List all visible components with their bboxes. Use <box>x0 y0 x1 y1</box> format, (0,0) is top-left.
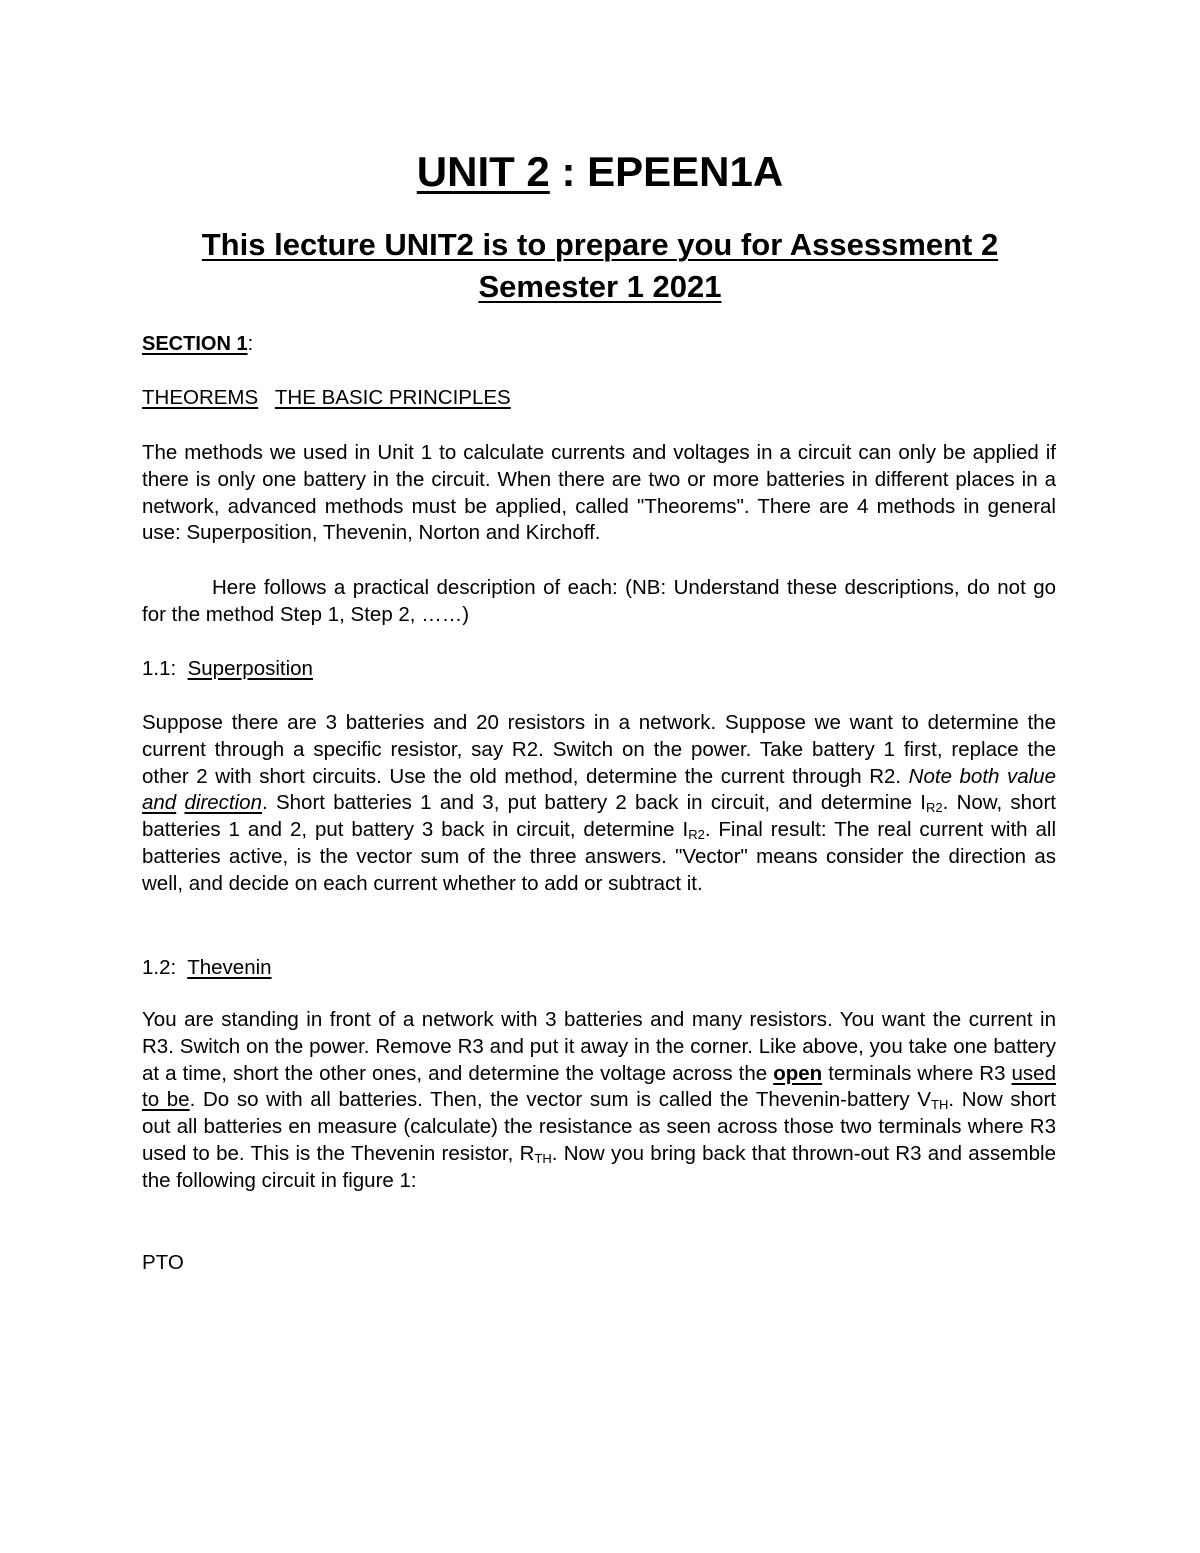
thevenin-text-4: . Now short out all batteries en measure (calculate) the resistance as seen across those two terminals where R3 used to be. This is the Thevenin resistor, R <box>142 1088 1056 1165</box>
title-separator: : <box>549 148 588 195</box>
theorems-heading <box>142 385 1056 412</box>
intro-note-paragraph <box>142 575 1056 629</box>
intro-paragraph <box>142 440 1056 547</box>
thevenin-paragraph <box>142 1007 1056 1195</box>
thevenin-heading <box>142 955 1056 982</box>
superposition-paragraph <box>142 710 1056 898</box>
superposition-text-4: . Final result: The real current with all batteries active, is the vector sum of the three answers. "Vector" means consider the direction as well, and decide on each current whether to add or subtract it. <box>142 818 1056 895</box>
superposition-emphasis-space <box>176 791 184 814</box>
page-title <box>0 146 1200 198</box>
thevenin-subscript-rth: TH <box>534 1150 552 1166</box>
title-unit: UNIT 2 <box>416 148 550 195</box>
theorems-heading-gap <box>258 386 275 409</box>
thevenin-open-emphasis: open <box>773 1061 823 1085</box>
subtitle-line-2: Semester 1 2021 <box>478 269 722 304</box>
theorems-heading-part-2: THE BASIC PRINCIPLES <box>274 386 511 409</box>
intro-note-text: Here follows a practical description of each: (NB: Understand these descriptions, do not go for the method Step 1, Step 2, ……) <box>142 576 1056 626</box>
superposition-text-2: . Short batteries 1 and 3, put battery 2 back in circuit, and determine I <box>262 791 926 815</box>
superposition-subscript-1: R2 <box>925 800 943 816</box>
intro-text: The methods we used in Unit 1 to calculate currents and voltages in a circuit can only be applied if there is only one battery in the circuit. When there are two or more batteries in different places in a network, advanced methods must be applied, called "Theorems". There are 4 methods in general use: Superposition, Thevenin, Norton and Kirchoff. <box>142 441 1056 545</box>
thevenin-number: 1.2: <box>142 956 188 979</box>
thevenin-used-to-be: used to be <box>142 1061 1056 1112</box>
pto-note <box>142 1250 1056 1277</box>
superposition-emphasis-direction: direction <box>184 791 262 815</box>
superposition-heading <box>142 656 1056 683</box>
superposition-text-1: Suppose there are 3 batteries and 20 resistors in a network. Suppose we want to determine the current through a specific resistor, say R2. Switch on the power. Take battery 1 first, replace the other 2 with short circuits. Use the old method, determine the current through R2. <box>142 711 1056 788</box>
superposition-subscript-2: R2 <box>688 827 705 843</box>
thevenin-text-1: You are standing in front of a network with 3 batteries and many resistors. You want the current in R3. Switch on the power. Remove R3 and put it away in the corner. Like above, you take one battery at a time, short the other ones, and determine the voltage across the <box>142 1008 1056 1085</box>
superposition-emphasis-1: Note both value <box>908 764 1056 788</box>
superposition-number: 1.1: <box>142 657 188 680</box>
subtitle-line-1: This lecture UNIT2 is to prepare you for Assessment 2 <box>201 227 999 262</box>
thevenin-text-2: terminals where R3 <box>822 1061 1012 1085</box>
section-1-heading <box>142 331 1056 358</box>
section-1-colon: : <box>247 333 254 355</box>
superposition-text-3: . Now, short batteries 1 and 2, put battery 3 back in circuit, determine I <box>142 791 1056 842</box>
thevenin-subscript-vth: TH <box>931 1097 949 1113</box>
thevenin-text-3: . Do so with all batteries. Then, the vector sum is called the Thevenin-battery V <box>189 1088 931 1112</box>
thevenin-text-5: . Now you bring back that thrown-out R3 and assemble the following circuit in figure 1: <box>142 1141 1056 1192</box>
thevenin-title: Thevenin <box>187 956 272 979</box>
title-code: EPEEN1A <box>587 148 784 195</box>
pto-text: PTO <box>142 1251 184 1274</box>
theorems-heading-part-1: THEOREMS <box>142 386 259 409</box>
section-1-label: SECTION 1 <box>142 333 248 355</box>
superposition-title: Superposition <box>187 657 313 680</box>
superposition-emphasis-and: and <box>142 791 177 815</box>
page-subtitle <box>0 224 1200 308</box>
